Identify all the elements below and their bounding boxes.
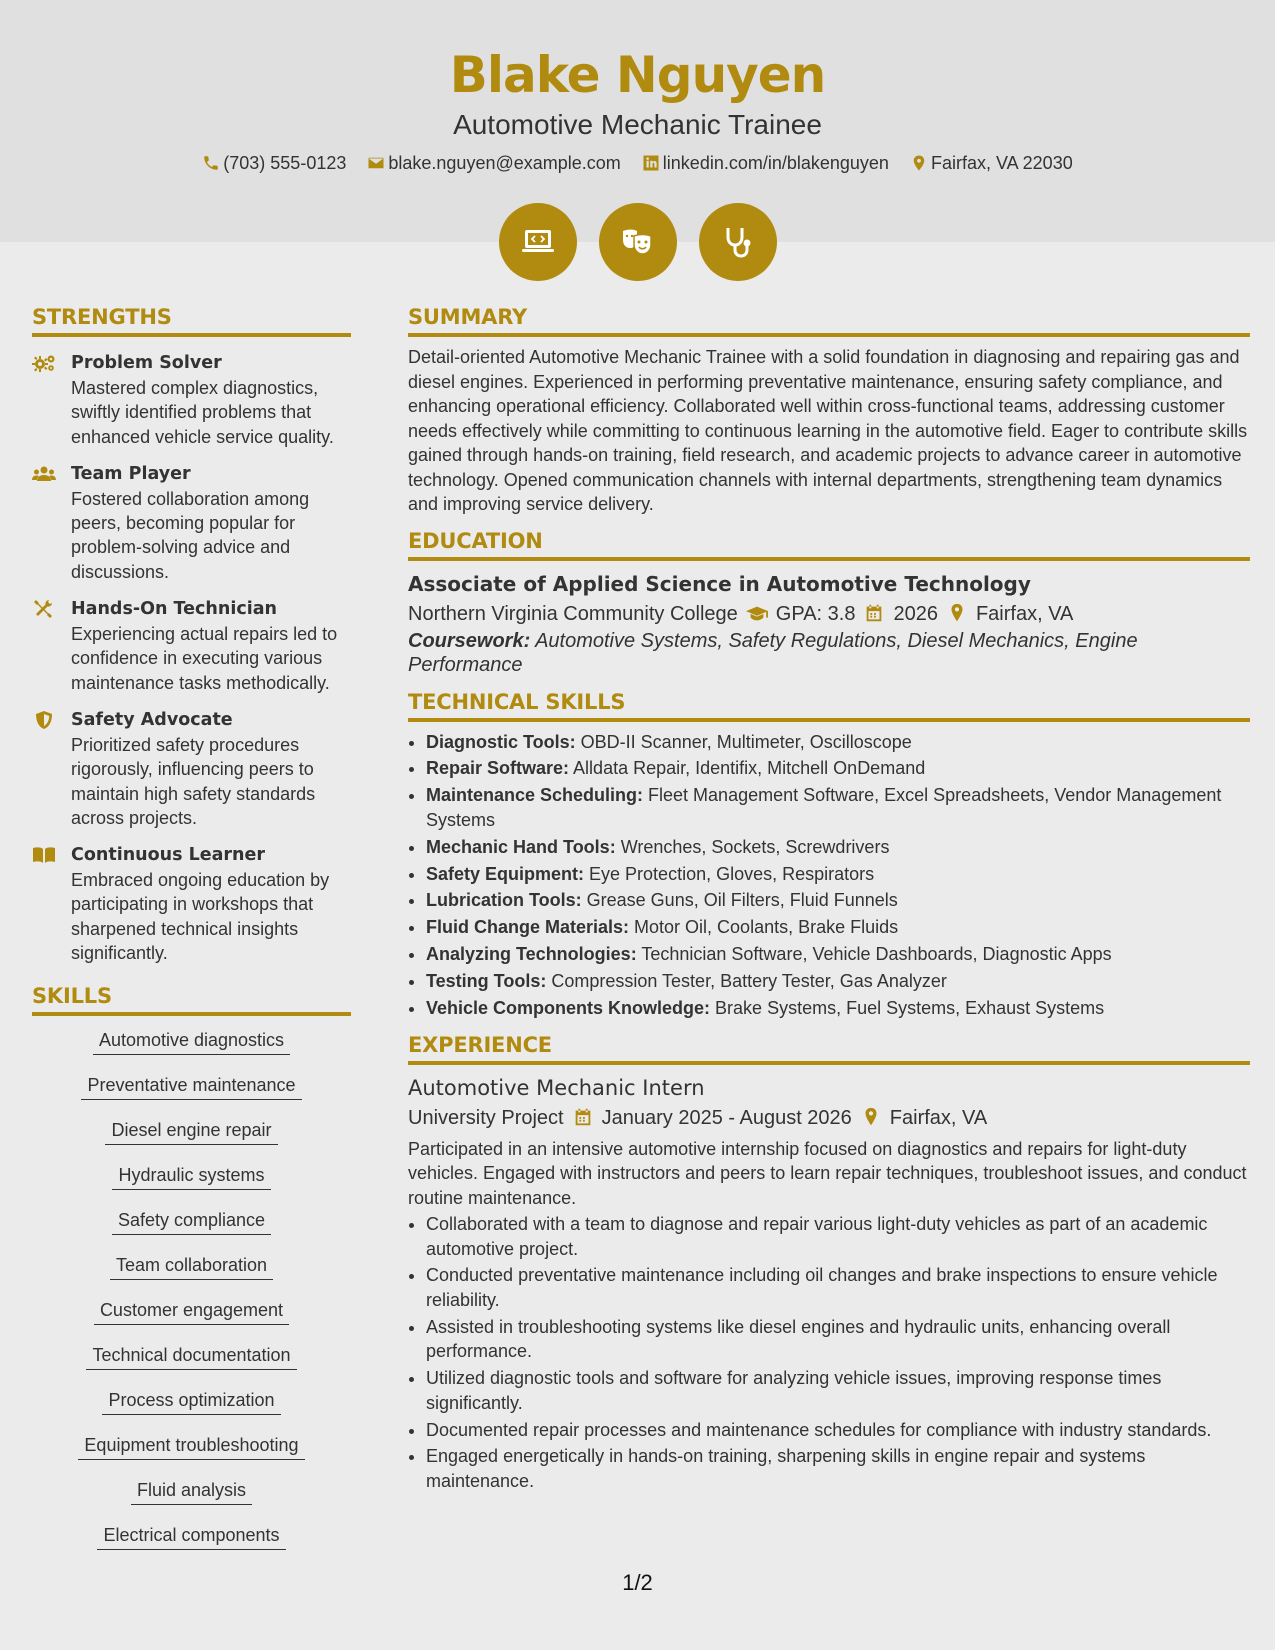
skills-list xyxy=(32,1030,351,1570)
skill-tag: Safety compliance xyxy=(112,1210,271,1235)
tech-skill-label: Fluid Change Materials: xyxy=(426,917,630,938)
list-item xyxy=(426,730,1250,755)
email-text: blake.nguyen@example.com xyxy=(388,152,621,173)
experience-heading: EXPERIENCE xyxy=(408,1033,1250,1065)
technical-skills-heading: TECHNICAL SKILLS xyxy=(408,690,1250,722)
tech-skill-label: Diagnostic Tools: xyxy=(426,731,576,752)
tech-skill-label: Safety Equipment: xyxy=(426,863,585,884)
tech-skill-value: Fleet Management Software, Excel Spreadsheets, Vendor Management Systems xyxy=(426,785,1222,830)
laptop-code-icon xyxy=(518,222,558,262)
contact-linkedin[interactable] xyxy=(642,153,889,174)
coursework-label: Coursework: xyxy=(408,629,531,652)
strength-desc: Fostered collaboration among peers, becoming popular for problem-solving advice and discussions. xyxy=(71,488,310,582)
tech-skill-label: Analyzing Technologies: xyxy=(426,944,637,965)
list-item: • Engaged energetically in hands-on training, sharpening skills in engine repair and systems maintenance. xyxy=(426,1444,1250,1493)
strength-item xyxy=(32,843,351,965)
shield-icon xyxy=(32,710,56,730)
contact-bar xyxy=(0,152,1275,174)
gpa: GPA: 3.8 xyxy=(775,602,856,625)
contact-email[interactable] xyxy=(367,153,620,174)
tech-skill-label: Lubrication Tools: xyxy=(426,890,582,911)
badge-row xyxy=(0,203,1275,281)
contact-phone[interactable] xyxy=(202,153,346,174)
experience-title: Automotive Mechanic Intern xyxy=(408,1075,705,1100)
summary-text: Detail-oriented Automotive Mechanic Trainee with a solid foundation in diagnosing and repairing gas and diesel engines. Experienced in performing preventative maintenance, ensuring safety compliance, and enhancing operational efficiency. Collaborated well within cross-functional teams, addressing customer needs effectively while committing to continuous learning in the automotive field. Eager to contribute skills gained through hands-on training, field research, and academic projects to advance career in automotive technology. Opened communication channels with internal departments, strengthening team dynamics and improving service delivery. xyxy=(408,347,1248,514)
page-number: 1/2 xyxy=(622,1570,653,1595)
skill-tag: Equipment troubleshooting xyxy=(78,1435,304,1460)
strength-item xyxy=(32,351,351,449)
theater-masks-badge xyxy=(599,203,677,281)
strength-title: Problem Solver xyxy=(71,353,222,373)
envelope-icon xyxy=(367,154,385,172)
job-title: Automotive Mechanic Trainee xyxy=(453,109,822,140)
users-icon xyxy=(32,464,56,484)
experience-location: Fairfax, VA xyxy=(889,1106,988,1129)
tools-icon xyxy=(32,599,56,619)
strength-item xyxy=(32,597,351,695)
list-item: • Conducted preventative maintenance including oil changes and brake inspections to ensure vehicle reliability. xyxy=(426,1263,1250,1312)
map-marker-icon xyxy=(860,1107,882,1127)
tech-skill-value: Alldata Repair, Identifix, Mitchell OnDemand xyxy=(569,758,926,779)
skill-tag: Preventative maintenance xyxy=(81,1075,301,1100)
experience-meta xyxy=(408,1103,1250,1133)
calendar-icon xyxy=(863,603,885,623)
tech-skill-value: OBD-II Scanner, Multimeter, Oscilloscope xyxy=(575,731,912,752)
degree-title: Associate of Applied Science in Automotive Technology xyxy=(408,571,1031,596)
list-item xyxy=(426,942,1250,967)
location-text: Fairfax, VA 22030 xyxy=(930,152,1073,173)
tech-skill-label: Testing Tools: xyxy=(426,971,547,992)
skill-tag: Process optimization xyxy=(102,1390,280,1415)
list-item xyxy=(426,756,1250,781)
skill-tag: Customer engagement xyxy=(94,1300,289,1325)
book-icon xyxy=(32,845,56,865)
skill-tag: Electrical components xyxy=(97,1525,285,1550)
skill-tag: Diesel engine repair xyxy=(105,1120,277,1145)
strength-item xyxy=(32,708,351,830)
tech-skill-label: Mechanic Hand Tools: xyxy=(426,836,616,857)
graduation-year: 2026 xyxy=(893,602,938,625)
theater-masks-icon xyxy=(618,222,658,262)
list-item: • Documented repair processes and maintenance schedules for compliance with industry standards. xyxy=(426,1418,1250,1443)
strengths-heading: STRENGTHS xyxy=(32,305,351,337)
laptop-code-badge xyxy=(499,203,577,281)
coursework xyxy=(408,629,1250,678)
tech-skill-value: Grease Guns, Oil Filters, Fluid Funnels xyxy=(581,890,898,911)
list-item xyxy=(426,888,1250,913)
list-item: • Collaborated with a team to diagnose and repair various light-duty vehicles as part of an academic automotive project. xyxy=(426,1212,1250,1261)
phone-text: (703) 555-0123 xyxy=(223,152,347,173)
linkedin-icon xyxy=(642,154,660,172)
tech-skill-value: Eye Protection, Gloves, Respirators xyxy=(584,863,875,884)
education-meta xyxy=(408,599,1250,629)
strength-desc: Embraced ongoing education by participating in workshops that sharpened technical insights significantly. xyxy=(71,870,330,964)
tech-skill-value: Technician Software, Vehicle Dashboards, Diagnostic Apps xyxy=(636,944,1112,965)
map-marker-icon xyxy=(910,154,928,172)
school-location: Fairfax, VA xyxy=(975,602,1074,625)
tech-skill-label: Repair Software: xyxy=(426,758,570,779)
list-item: • Assisted in troubleshooting systems like diesel engines and hydraulic units, enhancing overall performance. xyxy=(426,1315,1250,1364)
list-item xyxy=(426,862,1250,887)
list-item xyxy=(426,915,1250,940)
experience-summary: Participated in an intensive automotive internship focused on diagnostics and repairs for light-duty vehicles. Engaged with instructors and peers to learn repair techniques, troubleshoot issues, and conduct routine maintenance. xyxy=(408,1138,1247,1208)
tech-skill-value: Wrenches, Sockets, Screwdrivers xyxy=(615,836,890,857)
strength-desc: Mastered complex diagnostics, swiftly identified problems that enhanced vehicle service quality. xyxy=(71,378,334,447)
skills-heading: SKILLS xyxy=(32,984,351,1016)
tech-skill-value: Motor Oil, Coolants, Brake Fluids xyxy=(629,917,899,938)
linkedin-text: linkedin.com/in/blakenguyen xyxy=(662,152,889,173)
tech-skill-value: Brake Systems, Fuel Systems, Exhaust Systems xyxy=(710,998,1105,1019)
education-heading: EDUCATION xyxy=(408,529,1250,561)
stethoscope-icon xyxy=(718,222,758,262)
technical-skills-list xyxy=(408,730,1250,1021)
tech-skill-label: Vehicle Components Knowledge: xyxy=(426,998,711,1019)
strength-title: Safety Advocate xyxy=(71,709,233,730)
tech-skill-value: Compression Tester, Battery Tester, Gas Analyzer xyxy=(546,971,947,992)
list-item xyxy=(426,783,1250,832)
graduation-cap-icon xyxy=(746,603,768,623)
school-name: Northern Virginia Community College xyxy=(408,602,738,625)
skill-tag: Fluid analysis xyxy=(131,1480,252,1505)
phone-icon xyxy=(202,154,220,172)
list-item: • Utilized diagnostic tools and software for analyzing vehicle issues, improving response times significantly. xyxy=(426,1366,1250,1415)
list-item xyxy=(426,996,1250,1021)
coursework-list: Automotive Systems, Safety Regulations, Diesel Mechanics, Engine Performance xyxy=(408,629,1138,676)
contact-location xyxy=(910,153,1073,174)
left-column xyxy=(32,305,351,1570)
calendar-icon xyxy=(572,1107,594,1127)
skill-tag: Automotive diagnostics xyxy=(93,1030,290,1055)
strength-item xyxy=(32,462,351,584)
skill-tag: Hydraulic systems xyxy=(112,1165,270,1190)
map-marker-icon xyxy=(946,603,968,623)
stethoscope-badge xyxy=(699,203,777,281)
strength-title: Hands-On Technician xyxy=(71,599,277,620)
experience-bullets xyxy=(408,1212,1250,1493)
strength-desc: Prioritized safety procedures rigorously, influencing peers to maintain high safety standards across projects. xyxy=(71,734,316,828)
skill-tag: Technical documentation xyxy=(86,1345,296,1370)
experience-dates: January 2025 - August 2026 xyxy=(601,1106,852,1129)
right-column xyxy=(408,305,1250,1496)
strength-title: Continuous Learner xyxy=(71,845,266,866)
gears-icon xyxy=(32,353,56,373)
tech-skill-label: Maintenance Scheduling: xyxy=(426,785,644,806)
strength-title: Team Player xyxy=(71,463,191,484)
skill-tag: Team collaboration xyxy=(110,1255,273,1280)
summary-heading: SUMMARY xyxy=(408,305,1250,337)
experience-org: University Project xyxy=(408,1106,564,1129)
list-item xyxy=(426,835,1250,860)
candidate-name: Blake Nguyen xyxy=(449,46,826,104)
list-item xyxy=(426,969,1250,994)
strength-desc: Experiencing actual repairs led to confidence in executing various maintenance tasks methodically. xyxy=(71,624,338,693)
